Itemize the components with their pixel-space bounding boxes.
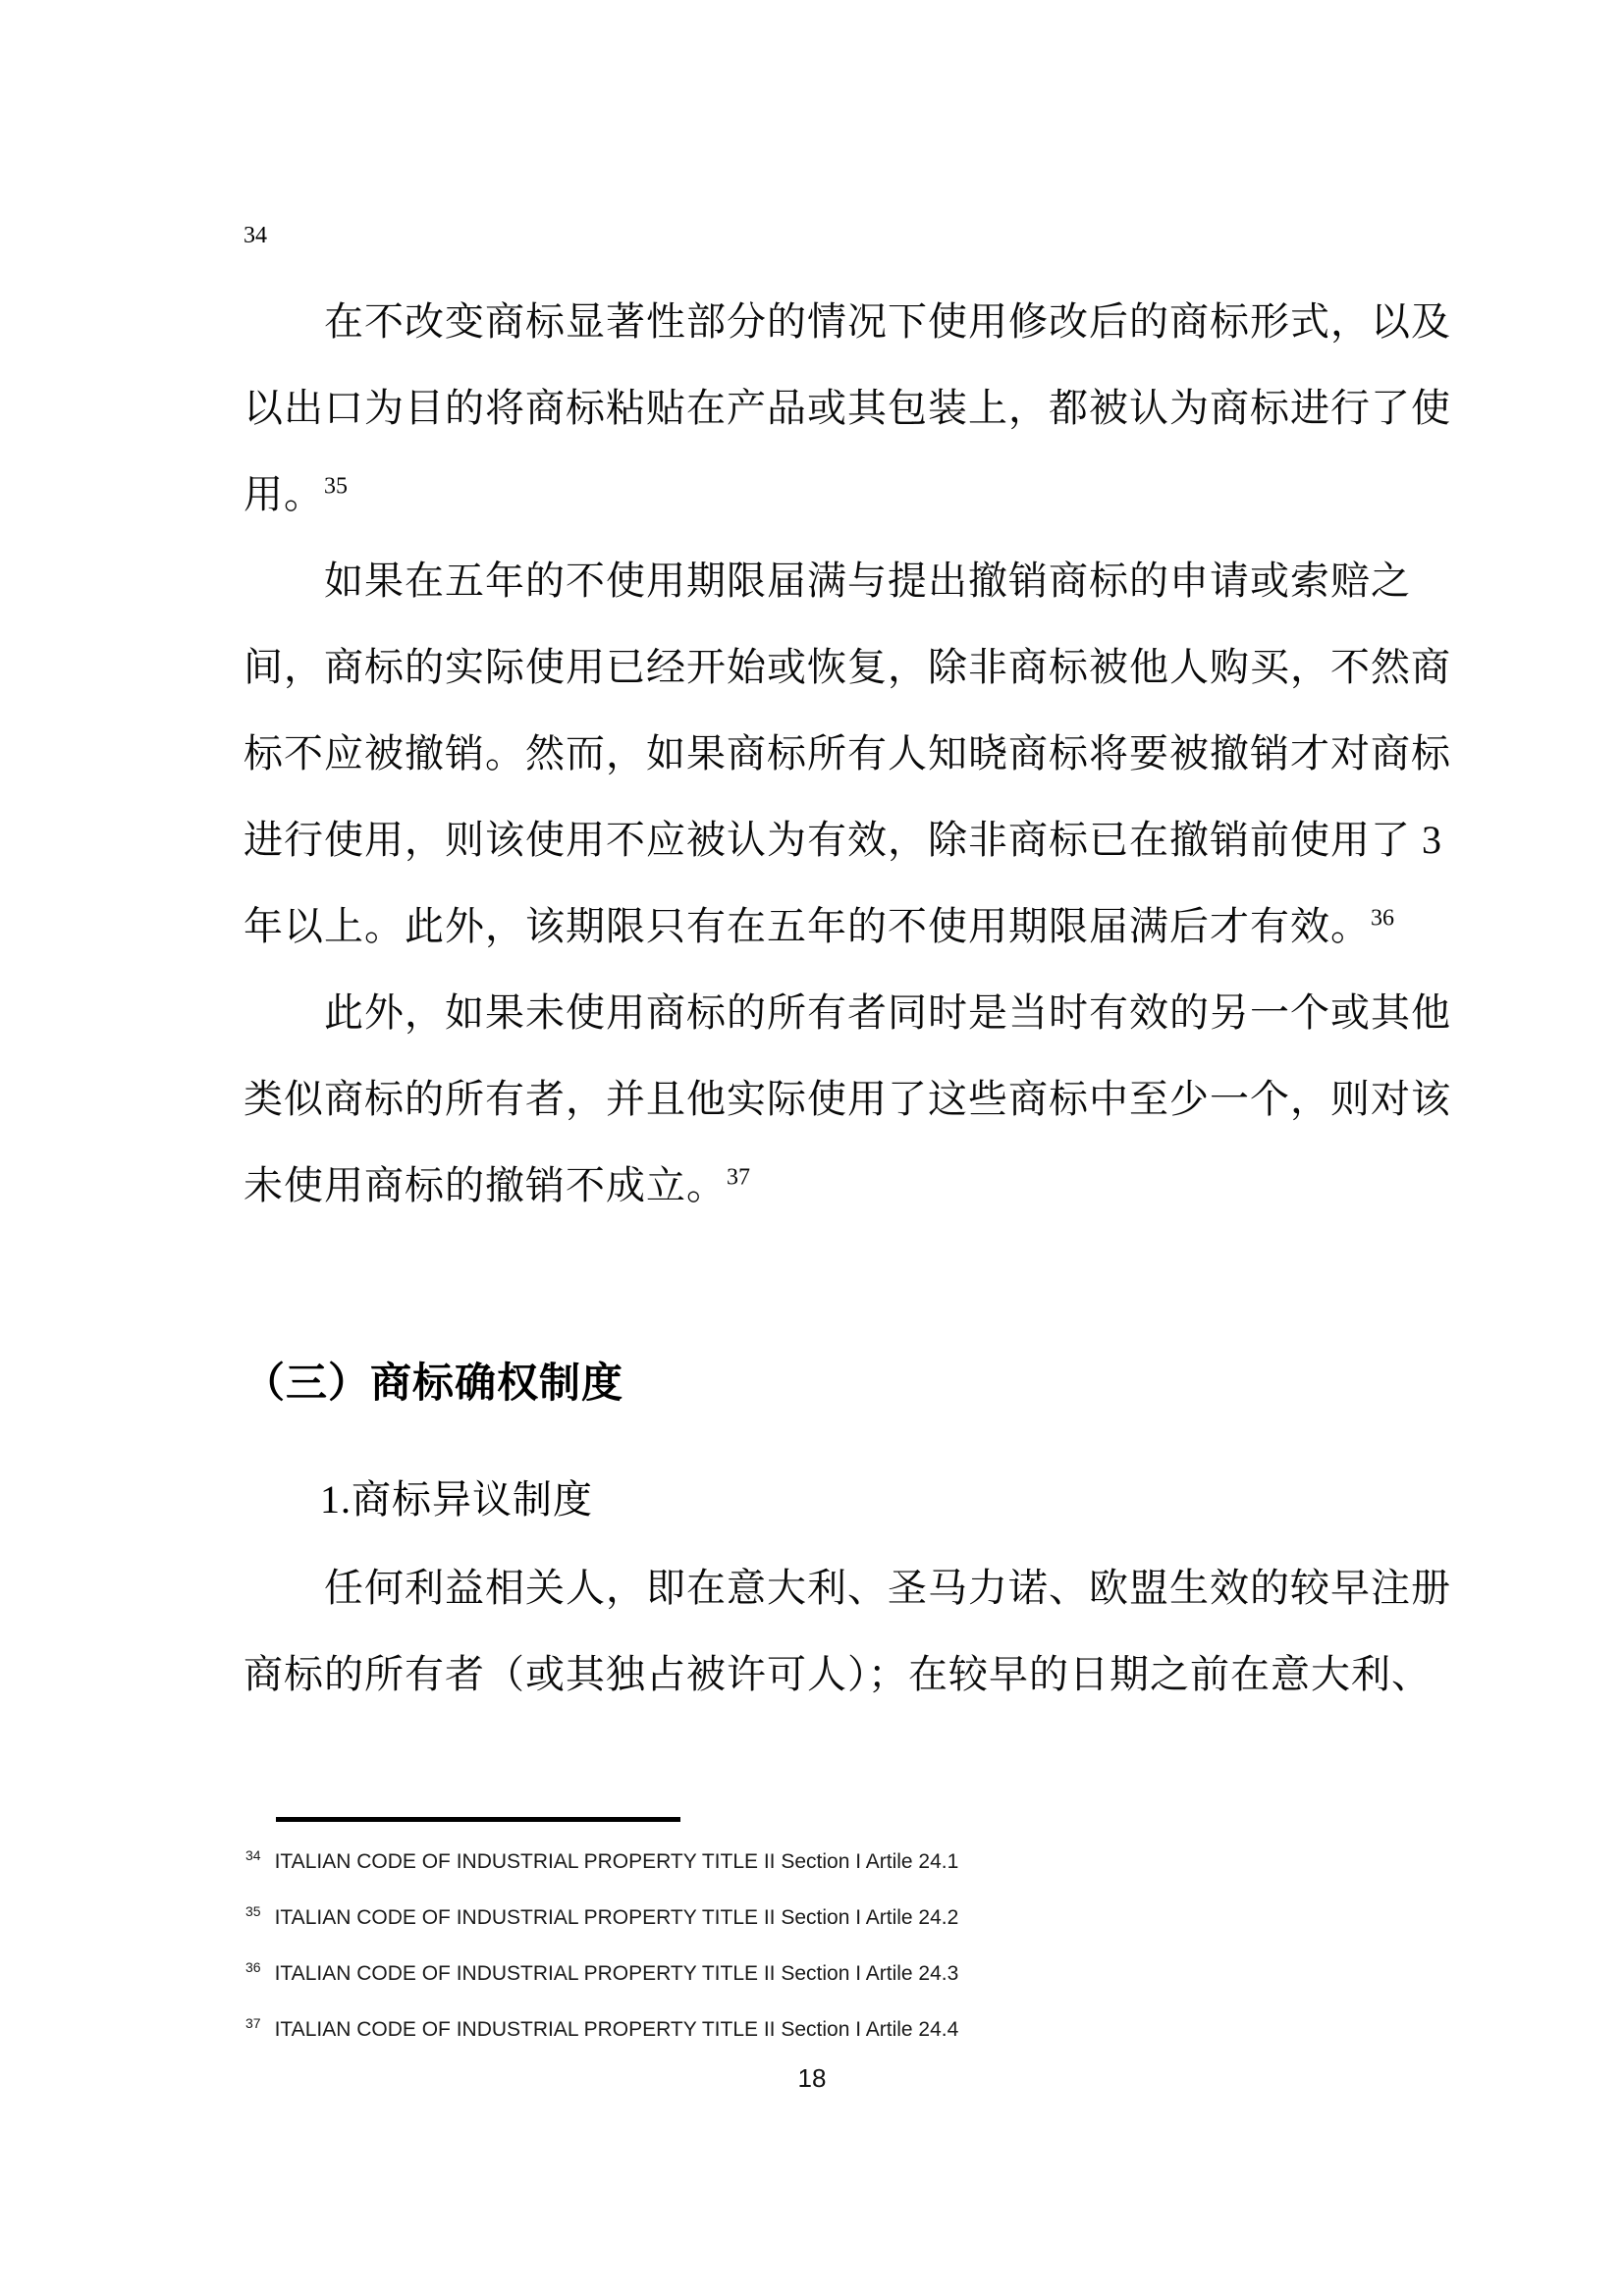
section-heading: （三）商标确权制度 (244, 1362, 624, 1407)
body-text-line (244, 365, 1466, 452)
body-text: 标不应被撤销。然而，如果商标所有人知晓商标将要被撤销才对商标 (244, 731, 1451, 775)
body-text-line (244, 970, 1466, 1056)
footnote-text: ITALIAN CODE OF INDUSTRIAL PROPERTY TITLE II Section I Artile 24.2 (274, 1906, 959, 1929)
paragraph (244, 538, 1466, 970)
footnote-ref-34-marker: 34 (244, 223, 267, 248)
body-text-line (244, 883, 1466, 970)
footnote-item (245, 2002, 1326, 2057)
footnote-separator-line (276, 1817, 680, 1822)
body-text-line (244, 1631, 1466, 1718)
body-text: 商标的所有者（或其独占被许可人）；在较早的日期之前在意大利、 (244, 1652, 1432, 1696)
paragraphs-after-heading (244, 1545, 1466, 1718)
body-text-line (244, 452, 1466, 538)
body-text-line (244, 538, 1466, 624)
footnote-ref-35-marker: 35 (324, 473, 348, 500)
orphan-footnote-reference (244, 192, 1466, 279)
paragraph (244, 970, 1466, 1229)
paragraph (244, 1545, 1466, 1718)
body-text-line (244, 624, 1466, 711)
body-text-column (244, 192, 1466, 1718)
body-text: 此外，如果未使用商标的所有者同时是当时有效的另一个或其他 (324, 990, 1451, 1035)
footnotes-block (245, 1834, 1326, 2057)
footnote-item (245, 1890, 1326, 1946)
footnote-item (245, 1834, 1326, 1890)
body-text: 任何利益相关人，即在意大利、圣马力诺、欧盟生效的较早注册 (324, 1566, 1451, 1610)
body-text-line (244, 797, 1466, 883)
body-text-line (244, 279, 1466, 365)
footnote-number: 35 (245, 1903, 261, 1919)
paragraph (244, 279, 1466, 538)
footnote-number: 36 (245, 1959, 261, 1975)
footnote-ref-37-marker: 37 (727, 1164, 750, 1191)
footnote-text: ITALIAN CODE OF INDUSTRIAL PROPERTY TITLE II Section I Artile 24.4 (274, 2018, 959, 2041)
footnote-number: 37 (245, 2015, 261, 2031)
page-number: 18 (797, 2063, 827, 2093)
footnote-text: ITALIAN CODE OF INDUSTRIAL PROPERTY TITLE II Section I Artile 24.1 (274, 1850, 959, 1873)
body-text-line (244, 1056, 1466, 1143)
body-text: 未使用商标的撤销不成立。 (244, 1163, 727, 1207)
body-text: 进行使用，则该使用不应被认为有效，除非商标已在撤销前使用了 3 (244, 818, 1442, 862)
body-text: 年以上。此外，该期限只有在五年的不使用期限届满后才有效。 (244, 904, 1371, 948)
footnote-text: ITALIAN CODE OF INDUSTRIAL PROPERTY TITLE II Section I Artile 24.3 (274, 1962, 959, 1985)
body-text: 用。 (244, 472, 324, 516)
body-text-line (244, 711, 1466, 797)
body-text: 以出口为目的将商标粘贴在产品或其包装上，都被认为商标进行了使 (244, 386, 1451, 430)
body-text-line (244, 1143, 1466, 1229)
body-text: 间，商标的实际使用已经开始或恢复，除非商标被他人购买，不然商 (244, 645, 1451, 689)
footnote-number: 34 (245, 1847, 261, 1863)
paragraphs-before-heading (244, 279, 1466, 1229)
body-text: 类似商标的所有者，并且他实际使用了这些商标中至少一个，则对该 (244, 1077, 1451, 1121)
body-text-line (244, 1545, 1466, 1631)
body-text: 如果在五年的不使用期限届满与提出撤销商标的申请或索赔之 (324, 559, 1411, 603)
footnote-ref-36-marker: 36 (1371, 905, 1394, 932)
sub-heading: 1.商标异议制度 (320, 1477, 593, 1522)
body-text: 在不改变商标显著性部分的情况下使用修改后的商标形式，以及 (324, 299, 1451, 344)
footnote-item (245, 1946, 1326, 2002)
